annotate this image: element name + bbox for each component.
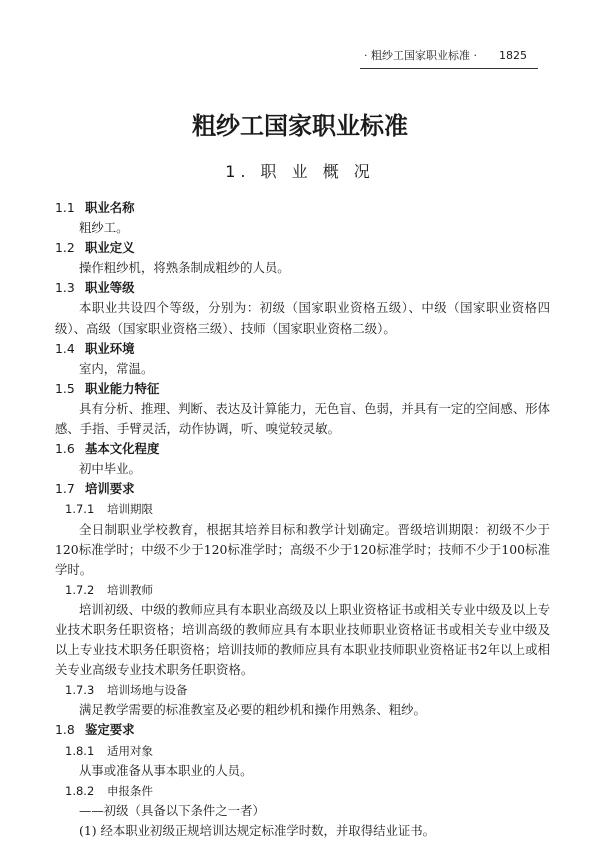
heading-number: 1.4 [55,340,75,356]
heading-text: 培训要求 [85,481,135,497]
heading-1-6 [55,439,550,459]
running-header [364,48,534,64]
heading-number: 1.7.1 [65,502,95,517]
heading-1-3 [55,278,550,298]
heading-1-5 [55,379,550,399]
heading-text: 职业等级 [85,280,135,296]
paragraph-1-3: 本职业共设四个等级，分别为：初级（国家职业资格五级）、中级（国家职业资格四级）、高级（国家职业资格三级）、技师（国家职业资格二级）。 [55,300,550,336]
heading-text: 培训场地与设备 [107,683,188,698]
running-title: · 粗纱工国家职业标准 · [364,49,477,62]
paragraph-1-7-1: 全日制职业学校教育，根据其培养目标和教学计划确定。晋级培训期限：初级不少于120标准学时；中级不少于120标准学时；高级不少于120标准学时；技师不少于100标准学时。 [55,521,550,577]
heading-1-8-2 [55,781,550,801]
heading-number: 1.3 [55,280,75,296]
heading-number: 1.2 [55,240,75,256]
paragraph-1-6: 初中毕业。 [79,461,141,477]
paragraph-1-7-3: 满足教学需要的标准教室及必要的粗纱机和操作用熟条、粗纱。 [79,702,426,718]
document-body [55,198,550,841]
heading-text: 培训教师 [107,582,153,597]
heading-number: 1.5 [55,380,75,396]
heading-text: 职业定义 [85,240,135,256]
header-rule [360,68,538,69]
heading-text: 适用对象 [107,743,153,758]
heading-1-8 [55,720,550,740]
heading-text: 培训期限 [107,502,153,517]
heading-1-7 [55,479,550,499]
paragraph-1-8-1: 从事或准备从事本职业的人员。 [79,762,253,778]
heading-1-1 [55,198,550,218]
document-title: 粗纱工国家职业标准 [192,112,408,140]
heading-number: 1.7.3 [65,683,95,698]
heading-text: 基本文化程度 [85,441,160,457]
paragraph-1-7-2: 培训初级、中级的教师应具有本职业高级及以上职业资格证书或相关专业中级及以上专业技术职务任职资格；培训高级的教师应具有本职业技师职业资格证书或相关专业中级及以上专业技术职务任职资格；培训技师的教师应具有本职业技师职业资格证书2年以上或相关专业高级专业技术职务任职资格。 [55,601,550,678]
heading-1-8-1 [55,741,550,761]
paragraph-1-1: 粗纱工。 [79,220,129,236]
heading-number: 1.7 [55,481,75,497]
heading-number: 1.6 [55,441,75,457]
heading-number: 1.8.2 [65,783,95,798]
heading-1-4 [55,339,550,359]
heading-number: 1.1 [55,200,75,215]
section-title: 1. 职 业 概 况 [225,162,375,181]
heading-1-7-2 [55,580,550,600]
paragraph-1-5: 具有分析、推理、判断、表达及计算能力，无色盲、色弱，并具有一定的空间感、形体感、手指、手臂灵活，动作协调，听、嗅觉较灵敏。 [55,400,550,437]
heading-1-7-3 [55,680,550,700]
heading-text: 职业能力特征 [85,380,160,396]
heading-text: 鉴定要求 [85,722,135,738]
heading-number: 1.8.1 [65,743,95,758]
paragraph-1-4: 室内，常温。 [79,360,154,376]
heading-1-2 [55,238,550,258]
heading-number: 1.8 [55,722,75,738]
level-line-junior: ——初级（具备以下条件之一者） [79,802,265,818]
heading-text: 职业名称 [85,200,135,215]
condition-item-1: (1) 经本职业初级正规培训达规定标准学时数，并取得结业证书。 [79,822,436,838]
heading-number: 1.7.2 [65,582,95,597]
paragraph-1-2: 操作粗纱机，将熟条制成粗纱的人员。 [79,260,290,276]
page-number: 1825 [499,49,527,62]
heading-text: 申报条件 [107,783,153,798]
heading-1-7-1 [55,499,550,519]
heading-text: 职业环境 [85,340,135,356]
